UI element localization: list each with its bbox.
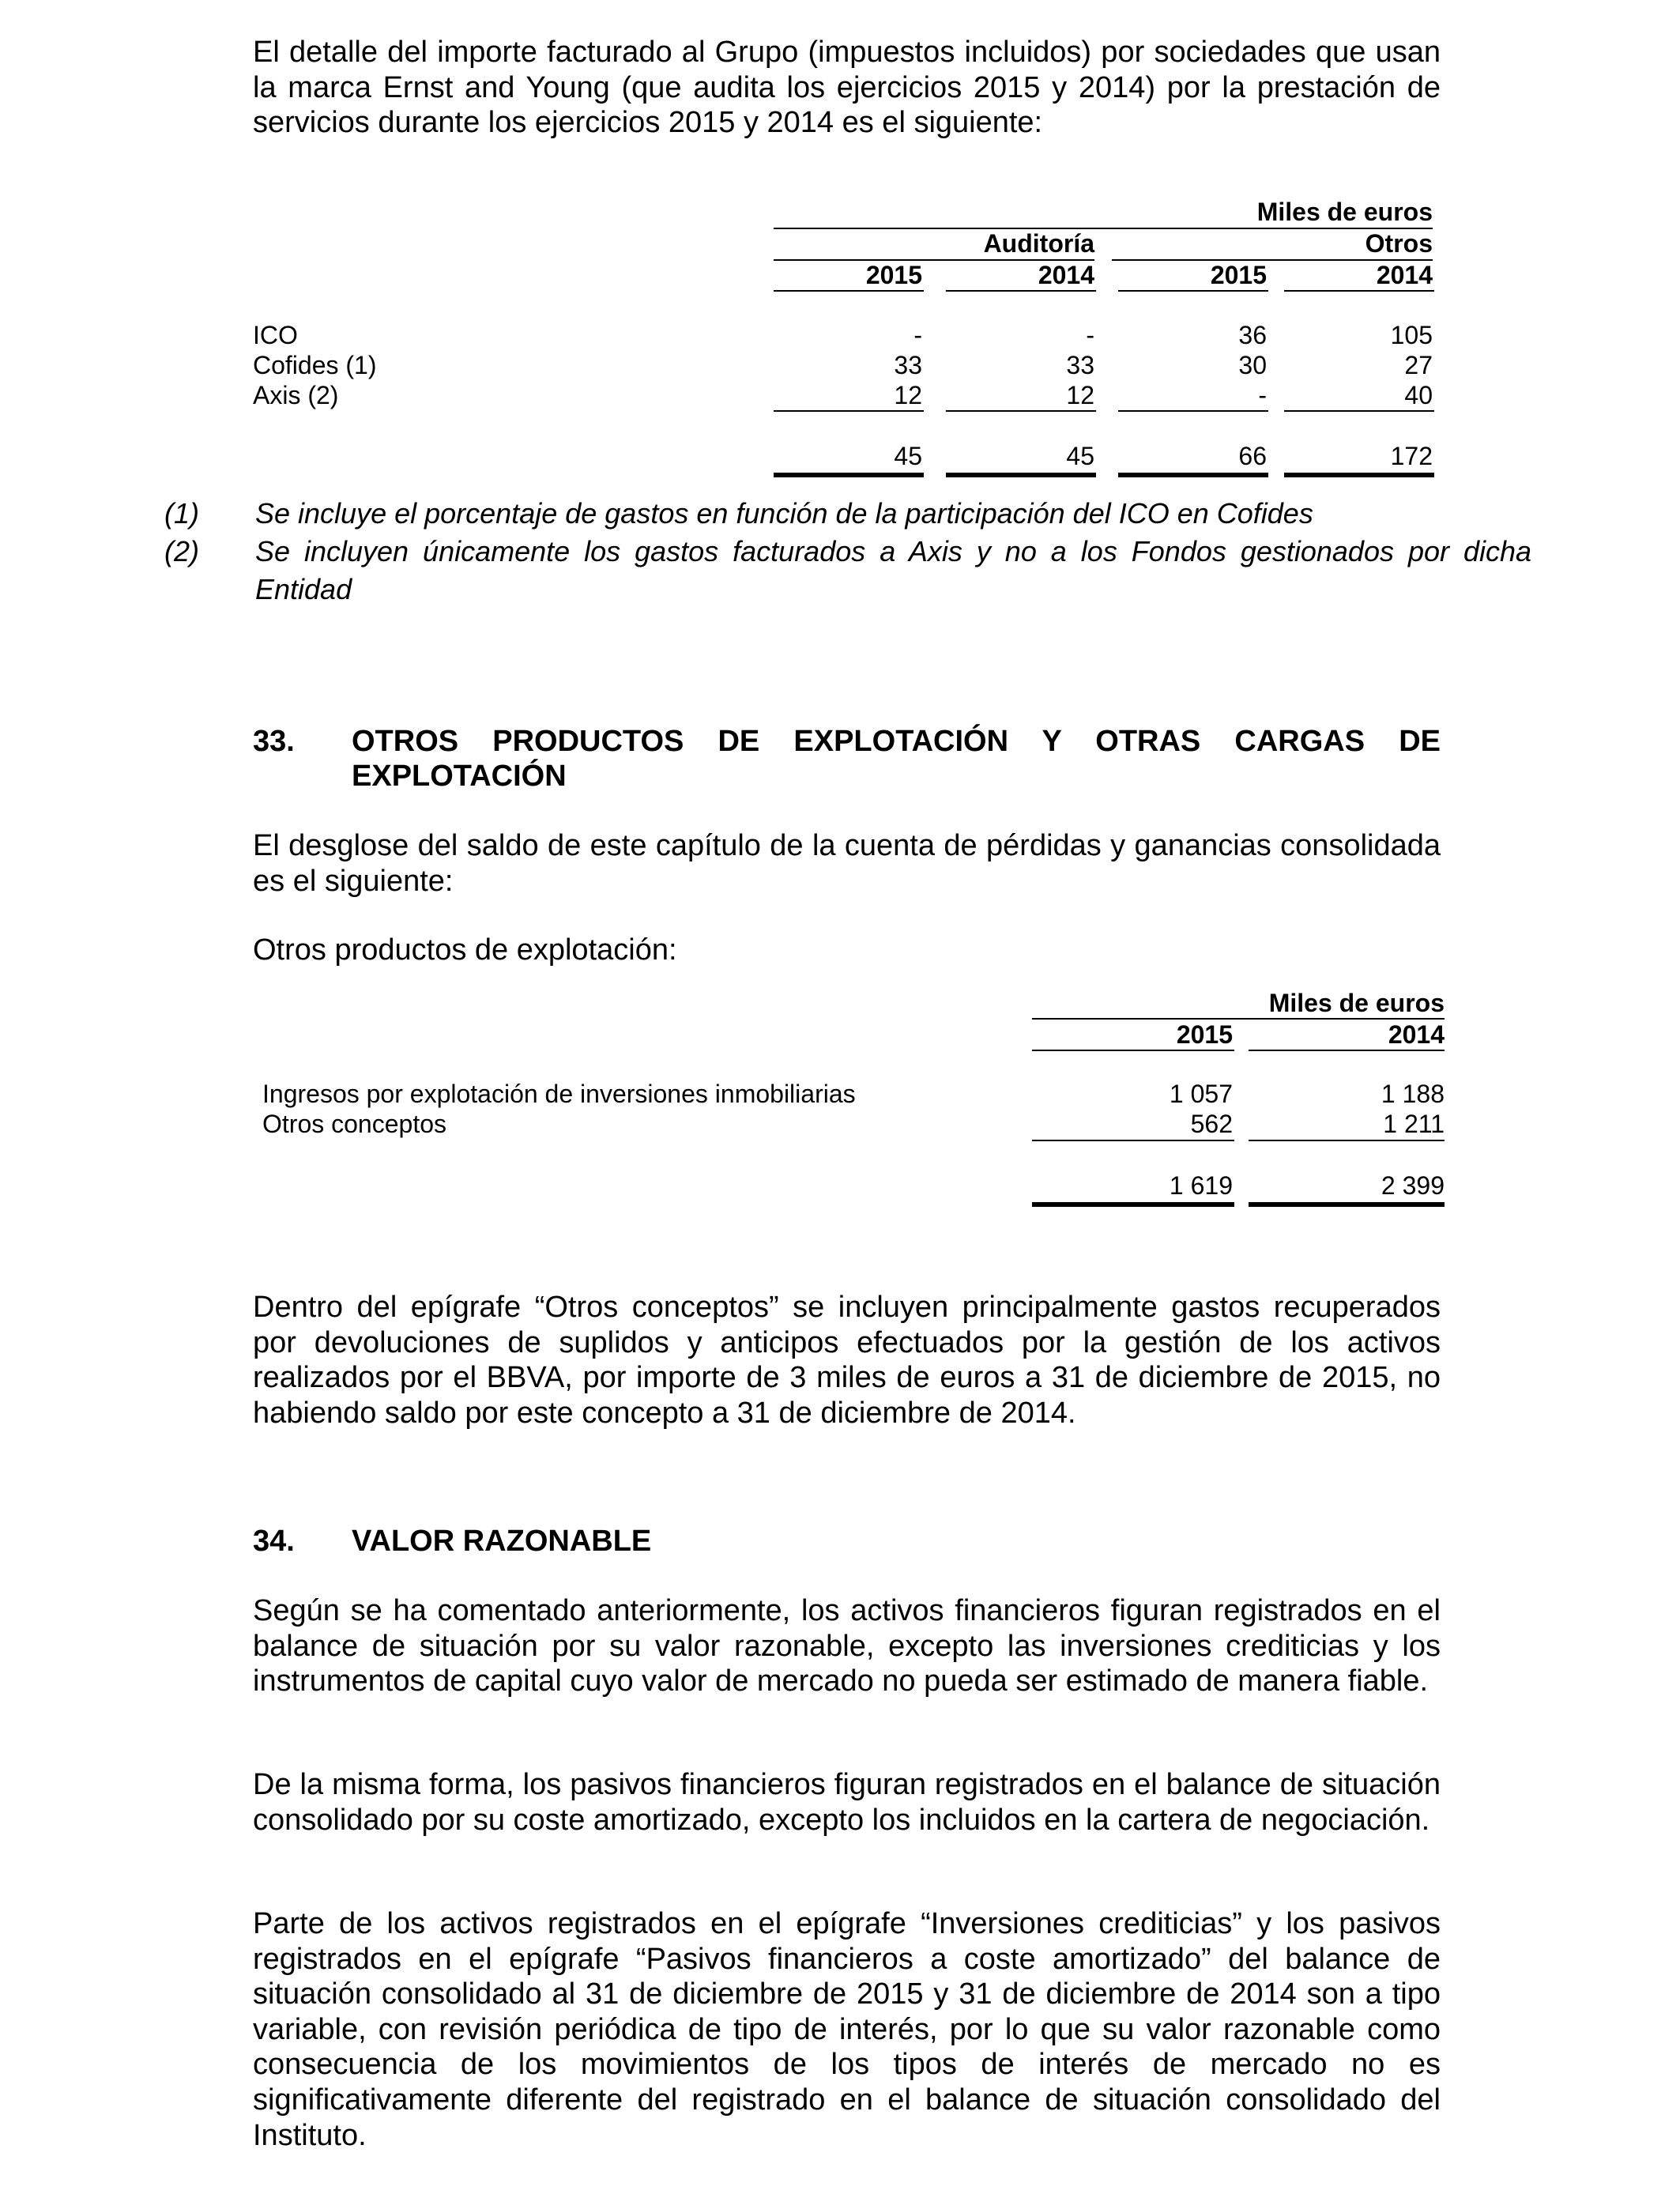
cell: 40 bbox=[1404, 381, 1433, 409]
section-title: VALOR RAZONABLE bbox=[352, 1525, 652, 1558]
section-title: OTROS PRODUCTOS DE EXPLOTACIÓN Y OTRAS CARGAS DE EXPLOTACIÓN bbox=[352, 725, 1441, 793]
section-34-heading bbox=[253, 1524, 1441, 1559]
table1-year-2: 2014 bbox=[1038, 261, 1094, 289]
table2-sub-rule-1 bbox=[1032, 1140, 1234, 1141]
table2-year-1: 2015 bbox=[1176, 1020, 1233, 1049]
footnote-mark: (1) bbox=[164, 497, 199, 530]
table2-year-rule-1 bbox=[1032, 1050, 1234, 1051]
cell: 27 bbox=[1404, 351, 1433, 379]
table1-sub-rule-3 bbox=[1118, 410, 1268, 412]
table1-year-rule-3 bbox=[1118, 290, 1268, 292]
cell: 12 bbox=[1066, 381, 1094, 409]
total-cell: 66 bbox=[1238, 442, 1267, 470]
table2-year-2: 2014 bbox=[1388, 1020, 1445, 1049]
section-34-paragraph-3: Parte de los activos registrados en el epígrafe “Inversiones crediticias” y los pasivos registrados en el epígrafe “Pasivos financieros a coste amortizado” del balance de situación consolidado al 31 de diciembre de 2015 y 31 de diciembre de 2014 son a tipo variable, con revisión periódica de tipo de interés, por lo que su valor razonable como consecuencia de los movimientos de los tipos de interés de mercado no es significativamente diferente del registrado en el balance de situación consolidado del Instituto. bbox=[253, 1907, 1441, 2152]
total-cell: 45 bbox=[1066, 442, 1094, 470]
cell: 36 bbox=[1238, 321, 1267, 349]
footnote-text: Se incluyen únicamente los gastos facturados a Axis y no a los Fondos gestionados por dicha Entidad bbox=[255, 535, 1531, 605]
table1-total-rule-4 bbox=[1284, 473, 1434, 477]
section-33-note-paragraph: Dentro del epígrafe “Otros conceptos” se incluyen principalmente gastos recuperados por devoluciones de suplidos y anticipos efectuados por la gestión de los activos realizados por el BBVA, por importe de 3 miles de euros a 31 de diciembre de 2015, no habiendo saldo por este concepto a 31 de diciembre de 2014. bbox=[253, 1291, 1441, 1430]
cell: 1 211 bbox=[1383, 1110, 1445, 1138]
table2-year-rule-2 bbox=[1249, 1050, 1445, 1051]
cell: - bbox=[1086, 321, 1094, 349]
cell: 33 bbox=[1066, 351, 1094, 379]
cell: - bbox=[1258, 381, 1267, 409]
cell: 33 bbox=[894, 351, 922, 379]
table1-year-3: 2015 bbox=[1210, 261, 1267, 289]
table1-total-rule-1 bbox=[774, 473, 924, 477]
table1-group-other: Otros bbox=[1365, 229, 1433, 258]
row-label: Axis (2) bbox=[253, 381, 339, 409]
section-number: 34. bbox=[253, 1525, 295, 1558]
table1-year-1: 2015 bbox=[865, 261, 922, 289]
cell: 12 bbox=[894, 381, 922, 409]
section-number: 33. bbox=[253, 725, 295, 758]
table1-total-rule-3 bbox=[1118, 473, 1268, 477]
cell: - bbox=[913, 321, 922, 349]
row-label: Cofides (1) bbox=[253, 351, 377, 379]
table1-sub-rule-1 bbox=[774, 410, 924, 412]
table1-year-4: 2014 bbox=[1376, 261, 1433, 289]
table1-sub-rule-2 bbox=[946, 410, 1096, 412]
section-34-paragraph-2: De la misma forma, los pasivos financieros figuran registrados en el balance de situación consolidado por su coste amortizado, excepto los incluidos en la cartera de negociación. bbox=[253, 1768, 1441, 1837]
total-cell: 45 bbox=[894, 442, 922, 470]
section-34-paragraph-1: Según se ha comentado anteriormente, los activos financieros figuran registrados en el balance de situación por su valor razonable, excepto las inversiones crediticias y los instrumentos de capital cuyo valor de mercado no pueda ser estimado de manera fiable. bbox=[253, 1594, 1441, 1698]
row-label: ICO bbox=[253, 321, 298, 349]
table2-total-rule-1 bbox=[1032, 1202, 1234, 1207]
cell: 1 057 bbox=[1169, 1080, 1233, 1108]
cell: 30 bbox=[1238, 351, 1267, 379]
table1-year-rule-4 bbox=[1284, 290, 1434, 292]
table1-total-rule-2 bbox=[946, 473, 1096, 477]
intro-paragraph: El detalle del importe facturado al Grupo (impuestos incluidos) por sociedades que usan la marca Ernst and Young (que audita los ejercicios 2015 y 2014) por la prestación de servicios durante los ejercicios 2015 y 2014 es el siguiente: bbox=[253, 36, 1441, 140]
table1-unit: Miles de euros bbox=[1256, 198, 1433, 226]
table2-unit: Miles de euros bbox=[1268, 989, 1445, 1017]
table1-group-audit: Auditoría bbox=[983, 229, 1094, 258]
table1-year-rule-1 bbox=[774, 290, 924, 292]
table1-year-rule-2 bbox=[946, 290, 1096, 292]
row-label: Otros conceptos bbox=[262, 1110, 446, 1138]
total-cell: 2 399 bbox=[1381, 1171, 1445, 1200]
table1-sub-rule-4 bbox=[1284, 410, 1434, 412]
footnote-mark: (2) bbox=[164, 535, 199, 567]
section-33-heading bbox=[253, 724, 1441, 794]
table2-total-rule-2 bbox=[1249, 1202, 1445, 1207]
cell: 562 bbox=[1190, 1110, 1233, 1138]
footnote-text: Se incluye el porcentaje de gastos en función de la participación del ICO en Cofides bbox=[255, 497, 1313, 530]
cell: 1 188 bbox=[1381, 1080, 1445, 1108]
total-cell: 1 619 bbox=[1169, 1171, 1233, 1200]
section-33-paragraph: El desglose del saldo de este capítulo de la cuenta de pérdidas y ganancias consolidada es el siguiente: bbox=[253, 829, 1441, 898]
section-33-subtitle: Otros productos de explotación: bbox=[253, 933, 677, 967]
cell: 105 bbox=[1390, 321, 1433, 349]
table2-sub-rule-2 bbox=[1249, 1140, 1445, 1141]
total-cell: 172 bbox=[1390, 442, 1433, 470]
row-label: Ingresos por explotación de inversiones inmobiliarias bbox=[262, 1080, 856, 1108]
